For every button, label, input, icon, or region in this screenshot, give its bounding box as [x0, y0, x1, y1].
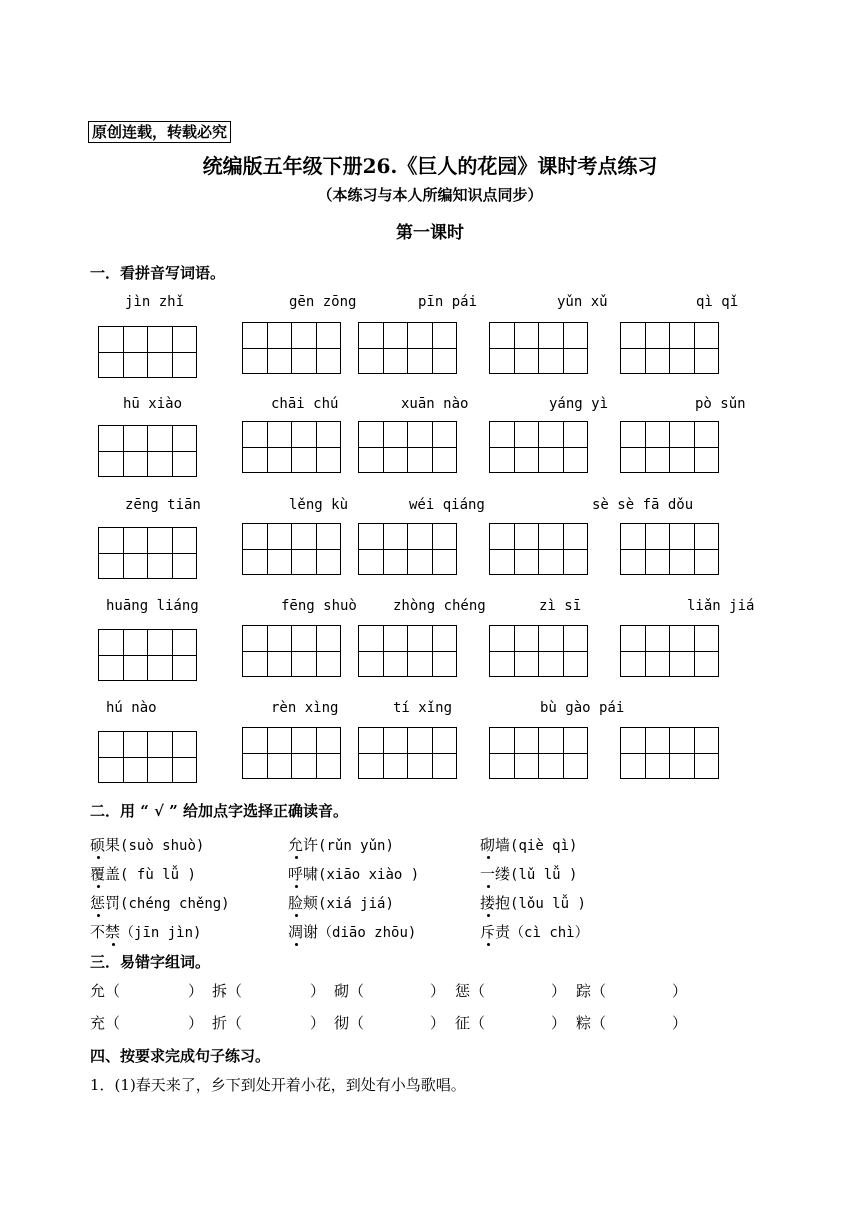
writing-cell[interactable]: [620, 322, 670, 374]
reading-choice-item[interactable]: [90, 863, 196, 884]
dotted-character: 允: [288, 836, 304, 854]
word-prompt: 允（: [90, 982, 121, 1000]
word-character: 墙: [495, 836, 511, 854]
writing-cell[interactable]: [242, 322, 292, 374]
writing-cell[interactable]: [489, 625, 539, 677]
pinyin-prompt: liǎn jiá: [687, 598, 755, 614]
copyright-stamp: 原创连载，转载必究: [88, 121, 231, 143]
pinyin-prompt: xuān nào: [401, 396, 469, 412]
writing-cell[interactable]: [291, 625, 341, 677]
writing-cell[interactable]: [147, 731, 197, 783]
writing-cell[interactable]: [538, 625, 588, 677]
pinyin-prompt: sè sè fā dǒu: [592, 497, 694, 513]
word-prompt: 折（: [212, 1014, 243, 1032]
writing-box[interactable]: [242, 322, 341, 374]
writing-cell[interactable]: [98, 425, 148, 477]
writing-cell[interactable]: [538, 727, 588, 779]
writing-cell[interactable]: [489, 421, 539, 473]
writing-cell[interactable]: [98, 731, 148, 783]
reading-options: (rǔn yǔn): [318, 838, 394, 854]
writing-cell[interactable]: [669, 322, 719, 374]
close-paren: ）: [672, 982, 688, 1000]
writing-box[interactable]: [358, 727, 457, 779]
close-paren: ）: [430, 982, 446, 1000]
writing-cell[interactable]: [358, 625, 408, 677]
reading-options: (lǒu lǚ ): [510, 896, 586, 912]
lesson-label: 第一课时: [396, 223, 464, 243]
writing-box[interactable]: [98, 731, 197, 783]
writing-cell[interactable]: [147, 326, 197, 378]
word-prompt: 充（: [90, 1014, 121, 1032]
answer-blank[interactable]: [491, 980, 549, 1000]
word-character: 果: [105, 836, 121, 854]
writing-box[interactable]: [358, 625, 457, 677]
writing-box[interactable]: [489, 523, 588, 575]
writing-cell[interactable]: [358, 421, 408, 473]
writing-box[interactable]: [242, 421, 341, 473]
close-paren: ）: [188, 982, 204, 1000]
word-character: 责: [495, 923, 511, 941]
answer-blank[interactable]: [612, 980, 670, 1000]
reading-options: (lǔ lǚ ): [510, 867, 578, 883]
pinyin-prompt: fēng shuò: [281, 598, 357, 614]
answer-blank[interactable]: [491, 1012, 549, 1032]
pinyin-prompt: chāi chú: [271, 396, 339, 412]
writing-box[interactable]: [242, 625, 341, 677]
pinyin-prompt: hú nào: [106, 700, 157, 716]
writing-cell[interactable]: [669, 625, 719, 677]
word-prompt: 粽（: [576, 1014, 607, 1032]
pinyin-prompt: bù gào pái: [540, 700, 625, 716]
writing-box[interactable]: [620, 625, 719, 677]
writing-box[interactable]: [489, 322, 588, 374]
writing-cell[interactable]: [147, 425, 197, 477]
answer-blank[interactable]: [370, 1012, 428, 1032]
reading-options: （diāo zhōu): [318, 925, 417, 941]
writing-box[interactable]: [620, 523, 719, 575]
writing-cell[interactable]: [407, 523, 457, 575]
writing-box[interactable]: [358, 322, 457, 374]
close-paren: ）: [430, 1014, 446, 1032]
reading-choice-item[interactable]: [288, 863, 419, 884]
word-prompt: 拆（: [212, 982, 243, 1000]
writing-cell[interactable]: [147, 629, 197, 681]
word-prompt: 惩（: [455, 982, 486, 1000]
pinyin-prompt: zì sī: [539, 598, 582, 614]
dotted-character: 一: [480, 865, 496, 883]
reading-choice-item[interactable]: [90, 921, 201, 942]
question-1: 1．(1)春天来了，乡下到处开着小花，到处有小鸟歌唱。: [90, 1076, 466, 1094]
writing-cell[interactable]: [358, 727, 408, 779]
dotted-character: 凋: [288, 923, 304, 941]
word-character: 不: [90, 923, 106, 941]
writing-box[interactable]: [242, 523, 341, 575]
writing-box[interactable]: [489, 625, 588, 677]
pinyin-prompt: pīn pái: [418, 294, 478, 310]
reading-choice-item[interactable]: [480, 892, 586, 913]
answer-blank[interactable]: [126, 980, 186, 1000]
dotted-character: 脸: [288, 894, 304, 912]
reading-options: (qiè qì): [510, 838, 578, 854]
dotted-character: 斥: [480, 923, 496, 941]
reading-options: （cì chì）: [510, 925, 589, 941]
pinyin-prompt: yáng yì: [549, 396, 609, 412]
writing-cell[interactable]: [242, 421, 292, 473]
pinyin-prompt: pò sǔn: [695, 396, 746, 412]
writing-cell[interactable]: [669, 727, 719, 779]
reading-options: ( fù lǚ ): [120, 867, 196, 883]
writing-box[interactable]: [98, 326, 197, 378]
word-character: 罚: [105, 894, 121, 912]
reading-options: (xiāo xiào ): [318, 867, 420, 883]
writing-cell[interactable]: [620, 523, 670, 575]
pinyin-prompt: jìn zhǐ: [125, 294, 185, 310]
section4-heading: 四、按要求完成句子练习。: [90, 1047, 271, 1065]
pinyin-prompt: gēn zōng: [289, 294, 357, 310]
writing-box[interactable]: [98, 629, 197, 681]
writing-cell[interactable]: [242, 727, 292, 779]
answer-blank[interactable]: [248, 1012, 308, 1032]
writing-cell[interactable]: [147, 527, 197, 579]
writing-cell[interactable]: [669, 421, 719, 473]
close-paren: ）: [310, 1014, 326, 1032]
word-prompt: 踪（: [576, 982, 607, 1000]
writing-cell[interactable]: [98, 326, 148, 378]
answer-blank[interactable]: [126, 1012, 186, 1032]
writing-box[interactable]: [620, 421, 719, 473]
word-character: 谢: [303, 923, 319, 941]
section3-heading: 三．易错字组词。: [90, 953, 211, 971]
writing-box[interactable]: [242, 727, 341, 779]
writing-cell[interactable]: [98, 629, 148, 681]
reading-choice-item[interactable]: [480, 921, 589, 942]
pinyin-prompt: yǔn xǔ: [557, 294, 608, 310]
reading-choice-item[interactable]: [288, 921, 416, 942]
writing-cell[interactable]: [407, 727, 457, 779]
word-prompt: 征（: [455, 1014, 486, 1032]
pinyin-prompt: zēng tiān: [125, 497, 201, 513]
writing-cell[interactable]: [620, 625, 670, 677]
reading-choice-item[interactable]: [480, 834, 577, 855]
dotted-character: 硕: [90, 836, 106, 854]
close-paren: ）: [672, 1014, 688, 1032]
writing-cell[interactable]: [669, 523, 719, 575]
writing-cell[interactable]: [407, 625, 457, 677]
close-paren: ）: [551, 1014, 567, 1032]
writing-cell[interactable]: [538, 523, 588, 575]
reading-choice-item[interactable]: [288, 892, 394, 913]
writing-box[interactable]: [620, 322, 719, 374]
answer-blank[interactable]: [248, 980, 308, 1000]
writing-cell[interactable]: [291, 523, 341, 575]
word-character: 盖: [105, 865, 121, 883]
word-character: 啸: [303, 865, 319, 883]
writing-box[interactable]: [620, 727, 719, 779]
word-prompt: 彻（: [334, 1014, 365, 1032]
section2-heading: 二．用 “ √ ” 给加点字选择正确读音。: [90, 802, 349, 820]
writing-cell[interactable]: [407, 322, 457, 374]
answer-blank[interactable]: [612, 1012, 670, 1032]
reading-options: （jīn jìn): [120, 925, 202, 941]
writing-cell[interactable]: [489, 322, 539, 374]
writing-box[interactable]: [98, 527, 197, 579]
pinyin-prompt: tí xǐng: [393, 700, 453, 716]
pinyin-prompt: wéi qiáng: [409, 497, 485, 513]
dotted-character: 覆: [90, 865, 106, 883]
writing-cell[interactable]: [620, 421, 670, 473]
writing-cell[interactable]: [489, 727, 539, 779]
close-paren: ）: [310, 982, 326, 1000]
word-prompt: 砌（: [334, 982, 365, 1000]
writing-cell[interactable]: [358, 523, 408, 575]
writing-box[interactable]: [98, 425, 197, 477]
writing-cell[interactable]: [538, 421, 588, 473]
dotted-character: 搂: [480, 894, 496, 912]
pinyin-prompt: lěng kù: [289, 497, 349, 513]
reading-choice-item[interactable]: [90, 892, 230, 913]
reading-choice-item[interactable]: [288, 834, 394, 855]
writing-cell[interactable]: [242, 523, 292, 575]
pinyin-prompt: qì qǐ: [696, 294, 739, 310]
pinyin-prompt: rèn xìng: [271, 700, 339, 716]
page-title: 统编版五年级下册26.《巨人的花园》课时考点练习: [202, 154, 658, 178]
writing-cell[interactable]: [291, 322, 341, 374]
word-character: 颊: [303, 894, 319, 912]
writing-cell[interactable]: [242, 625, 292, 677]
dotted-character: 惩: [90, 894, 106, 912]
answer-blank[interactable]: [370, 980, 428, 1000]
pinyin-prompt: hū xiào: [123, 396, 183, 412]
dotted-character: 呼: [288, 865, 304, 883]
close-paren: ）: [188, 1014, 204, 1032]
writing-cell[interactable]: [358, 322, 408, 374]
writing-box[interactable]: [358, 523, 457, 575]
close-paren: ）: [551, 982, 567, 1000]
reading-options: (suò shuò): [120, 838, 205, 854]
writing-box[interactable]: [489, 727, 588, 779]
reading-options: (chéng chěng): [120, 896, 230, 912]
dotted-character: 砌: [480, 836, 496, 854]
writing-box[interactable]: [358, 421, 457, 473]
reading-options: (xiá jiá): [318, 896, 394, 912]
reading-choice-item[interactable]: [480, 863, 577, 884]
writing-cell[interactable]: [98, 527, 148, 579]
reading-choice-item[interactable]: [90, 834, 204, 855]
writing-box[interactable]: [489, 421, 588, 473]
word-character: 缕: [495, 865, 511, 883]
writing-cell[interactable]: [538, 322, 588, 374]
writing-cell[interactable]: [407, 421, 457, 473]
pinyin-prompt: huāng liáng: [106, 598, 199, 614]
word-character: 抱: [495, 894, 511, 912]
dotted-character: 禁: [105, 923, 121, 941]
page-subtitle: （本练习与本人所编知识点同步）: [317, 186, 543, 204]
writing-cell[interactable]: [489, 523, 539, 575]
section1-heading: 一．看拼音写词语。: [90, 264, 226, 282]
word-character: 许: [303, 836, 319, 854]
writing-cell[interactable]: [620, 727, 670, 779]
writing-cell[interactable]: [291, 727, 341, 779]
pinyin-prompt: zhòng chéng: [393, 598, 486, 614]
writing-cell[interactable]: [291, 421, 341, 473]
